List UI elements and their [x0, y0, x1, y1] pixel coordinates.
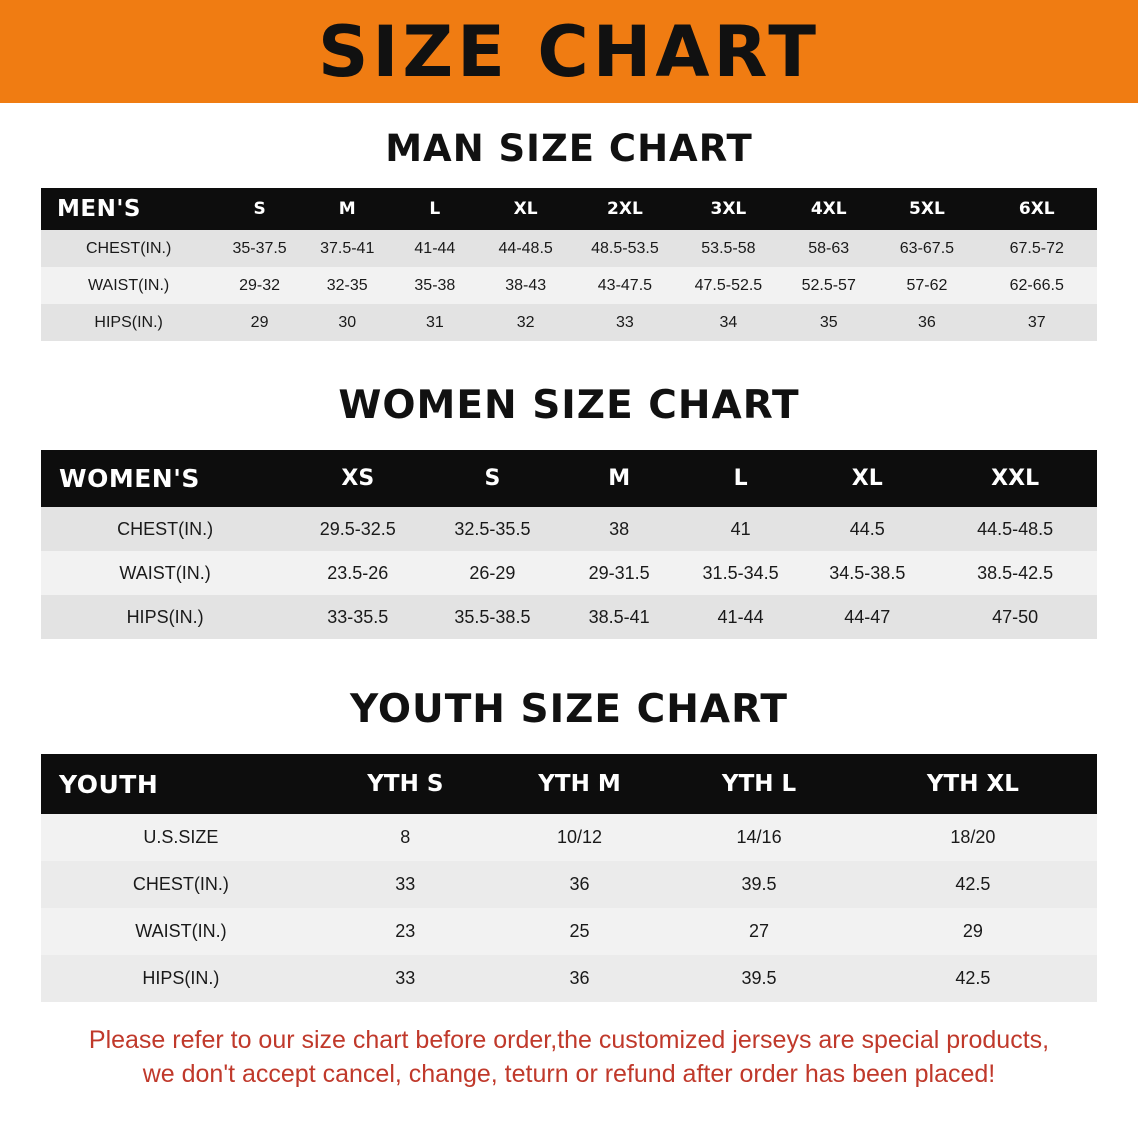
- women-row-label-hips: HIPS(IN.): [126, 606, 204, 627]
- man-table-header-row: [41, 188, 1097, 230]
- women-row-label-chest: CHEST(IN.): [117, 518, 214, 539]
- man-chest-4xl: 58-63: [808, 239, 850, 257]
- man-waist-3xl: 47.5-52.5: [694, 276, 763, 294]
- man-row-label-hips: HIPS(IN.): [94, 313, 163, 331]
- man-chest-l: 41-44: [414, 239, 456, 257]
- disclaimer-note: [41, 1024, 1097, 1092]
- youth-header-yth-m: YTH M: [538, 771, 621, 797]
- youth-hips-yth-l: 39.5: [741, 968, 777, 988]
- youth-hips-yth-m: 36: [569, 968, 590, 988]
- man-header-l: L: [429, 199, 441, 219]
- man-waist-5xl: 57-62: [906, 276, 948, 294]
- table-row: [41, 551, 1097, 595]
- man-chest-3xl: 53.5-58: [701, 239, 756, 257]
- man-size-table: [41, 188, 1097, 341]
- page-banner: [0, 0, 1138, 103]
- youth-waist-yth-m: 25: [569, 921, 590, 941]
- women-hips-m: 38.5-41: [588, 606, 650, 627]
- youth-hips-yth-xl: 42.5: [955, 968, 991, 988]
- youth-row-label-waist: WAIST(IN.): [135, 921, 227, 941]
- man-chest-m: 37.5-41: [320, 239, 375, 257]
- women-chest-xxl: 44.5-48.5: [977, 518, 1054, 539]
- youth-size-table: [41, 754, 1097, 1002]
- table-row: [41, 955, 1097, 1002]
- man-hips-6xl: 37: [1027, 313, 1046, 331]
- youth-header-yth-s: YTH S: [367, 771, 444, 797]
- youth-waist-yth-l: 27: [749, 921, 770, 941]
- disclaimer-line-1: Please refer to our size chart before order,the customized jerseys are special products,: [88, 1026, 1050, 1054]
- man-header-5xl: 5XL: [909, 199, 945, 219]
- man-header-label: MEN'S: [57, 196, 141, 222]
- disclaimer-line-2: we don't accept cancel, change, teturn or refund after order has been placed!: [142, 1059, 996, 1088]
- man-hips-4xl: 35: [819, 313, 838, 331]
- youth-row-label-ussize: U.S.SIZE: [143, 827, 219, 847]
- man-header-4xl: 4XL: [810, 199, 847, 219]
- women-hips-s: 35.5-38.5: [454, 606, 531, 627]
- women-header-xxl: XXL: [991, 466, 1040, 491]
- women-size-table-wrapper: [41, 450, 1097, 639]
- man-waist-l: 35-38: [414, 276, 456, 294]
- man-waist-m: 32-35: [326, 276, 368, 294]
- man-hips-5xl: 36: [918, 313, 936, 331]
- man-header-3xl: 3XL: [710, 199, 747, 219]
- table-row: [41, 908, 1097, 955]
- table-row: [41, 814, 1097, 861]
- man-chest-s: 35-37.5: [232, 239, 287, 257]
- women-chest-xs: 29.5-32.5: [319, 518, 396, 539]
- man-hips-3xl: 34: [719, 313, 738, 331]
- youth-ussize-yth-xl: 18/20: [950, 827, 996, 847]
- women-chest-l: 41: [730, 518, 751, 539]
- youth-row-label-hips: HIPS(IN.): [142, 968, 220, 988]
- man-waist-xl: 38-43: [505, 276, 547, 294]
- women-chest-m: 38: [609, 518, 630, 539]
- youth-waist-yth-xl: 29: [962, 921, 983, 941]
- man-chest-6xl: 67.5-72: [1009, 239, 1064, 257]
- table-row: [41, 861, 1097, 908]
- man-waist-2xl: 43-47.5: [597, 276, 653, 294]
- man-row-label-waist: WAIST(IN.): [88, 276, 170, 294]
- man-header-2xl: 2XL: [607, 199, 643, 219]
- man-waist-4xl: 52.5-57: [801, 276, 856, 294]
- youth-header-label: YOUTH: [59, 769, 159, 799]
- women-header-l: L: [733, 466, 748, 491]
- man-section-title: MAN SIZE CHART: [385, 127, 753, 170]
- women-size-table: [41, 450, 1097, 639]
- women-header-xs: XS: [341, 466, 375, 491]
- women-waist-xxl: 38.5-42.5: [977, 562, 1054, 583]
- man-chest-5xl: 63-67.5: [899, 239, 955, 257]
- man-header-xl: XL: [513, 199, 538, 219]
- women-waist-xs: 23.5-26: [327, 562, 389, 583]
- youth-header-yth-xl: YTH XL: [926, 771, 1019, 797]
- women-row-label-waist: WAIST(IN.): [119, 562, 211, 583]
- youth-waist-yth-s: 23: [395, 921, 416, 941]
- youth-table-header-row: [41, 754, 1097, 814]
- page-title: SIZE CHART: [317, 10, 821, 93]
- man-hips-m: 30: [338, 313, 357, 331]
- women-waist-l: 31.5-34.5: [702, 562, 779, 583]
- youth-header-yth-l: YTH L: [721, 771, 797, 797]
- youth-section-title: YOUTH SIZE CHART: [350, 687, 788, 732]
- women-header-xl: XL: [851, 466, 883, 491]
- youth-chest-yth-s: 33: [395, 874, 416, 894]
- youth-chest-yth-xl: 42.5: [955, 874, 991, 894]
- women-chest-s: 32.5-35.5: [454, 518, 531, 539]
- man-row-label-chest: CHEST(IN.): [85, 239, 172, 257]
- youth-chest-yth-m: 36: [569, 874, 590, 894]
- women-waist-s: 26-29: [469, 562, 516, 583]
- women-hips-xs: 33-35.5: [327, 606, 389, 627]
- table-row: [41, 595, 1097, 639]
- man-waist-s: 29-32: [239, 276, 281, 294]
- table-row: [41, 304, 1097, 341]
- women-header-s: S: [484, 466, 501, 491]
- man-waist-6xl: 62-66.5: [1009, 276, 1064, 294]
- women-chest-xl: 44.5: [849, 518, 885, 539]
- man-header-m: M: [338, 199, 356, 219]
- man-header-s: S: [253, 199, 266, 219]
- women-section-title: WOMEN SIZE CHART: [338, 383, 800, 428]
- man-hips-s: 29: [250, 313, 269, 331]
- man-header-6xl: 6XL: [1018, 199, 1055, 219]
- man-chest-2xl: 48.5-53.5: [591, 239, 659, 257]
- table-row: [41, 507, 1097, 551]
- women-waist-m: 29-31.5: [588, 562, 650, 583]
- man-size-table-wrapper: [41, 188, 1097, 341]
- women-table-header-row: [41, 450, 1097, 507]
- women-header-m: M: [608, 466, 631, 491]
- women-waist-xl: 34.5-38.5: [829, 562, 906, 583]
- youth-ussize-yth-l: 14/16: [736, 827, 782, 847]
- youth-size-table-wrapper: [41, 754, 1097, 1002]
- table-row: [41, 230, 1097, 267]
- table-row: [41, 267, 1097, 304]
- youth-hips-yth-s: 33: [395, 968, 416, 988]
- youth-ussize-yth-s: 8: [400, 827, 411, 847]
- man-hips-2xl: 33: [616, 313, 634, 331]
- man-hips-l: 31: [425, 313, 444, 331]
- women-hips-xxl: 47-50: [992, 606, 1039, 627]
- man-hips-xl: 32: [516, 313, 535, 331]
- women-header-label: WOMEN'S: [59, 464, 200, 493]
- youth-row-label-chest: CHEST(IN.): [132, 874, 229, 894]
- youth-chest-yth-l: 39.5: [741, 874, 777, 894]
- youth-ussize-yth-m: 10/12: [557, 827, 603, 847]
- women-hips-xl: 44-47: [844, 606, 891, 627]
- man-chest-xl: 44-48.5: [498, 239, 553, 257]
- women-hips-l: 41-44: [717, 606, 764, 627]
